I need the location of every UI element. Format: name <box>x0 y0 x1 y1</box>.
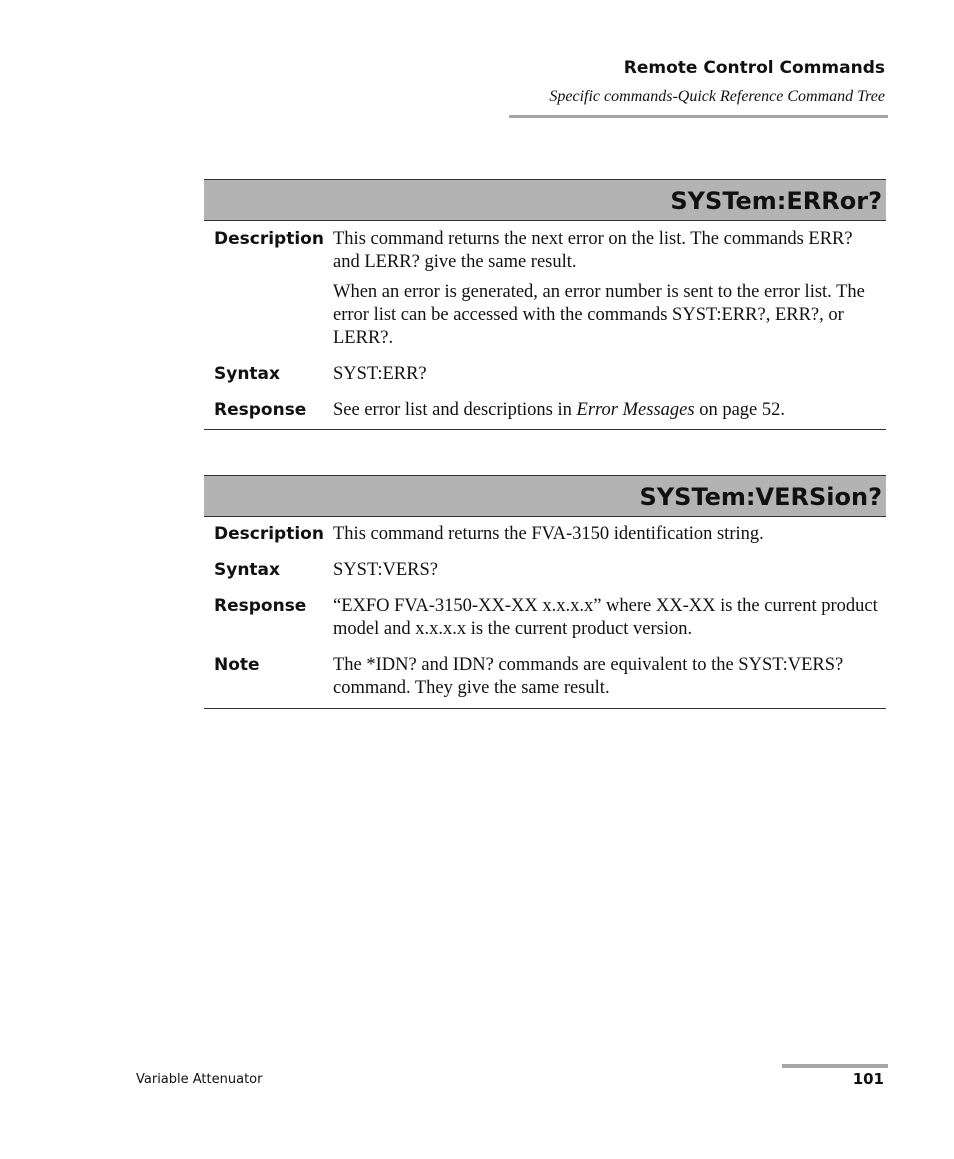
note-value: The *IDN? and IDN? commands are equivalent to the SYST:VERS? command. They give the same result. <box>333 655 844 698</box>
syntax-label: Syntax <box>214 560 280 580</box>
syntax-value: SYST:ERR? <box>333 364 427 384</box>
response-label: Response <box>214 400 307 420</box>
response-value: “EXFO FVA-3150-XX-XX x.x.x.x” where XX-XX is the current product model and x.x.x.x is the current product version. <box>333 596 878 639</box>
table-end-rule <box>204 429 886 430</box>
response-row <box>204 595 886 641</box>
page-number: 101 <box>852 1070 884 1088</box>
description-row <box>204 523 886 546</box>
description-label: Description <box>214 229 324 249</box>
syntax-label: Syntax <box>214 364 280 384</box>
error-messages-reference: Error Messages <box>576 400 695 420</box>
syntax-row <box>204 363 886 386</box>
response-text: See error list and descriptions in <box>333 400 577 420</box>
description-value: This command returns the FVA-3150 identification string. <box>333 524 764 544</box>
description-paragraph: This command returns the next error on the list. The commands ERR? and LERR? give the same result. <box>333 229 853 272</box>
syntax-value: SYST:VERS? <box>333 560 438 580</box>
description-value <box>333 228 886 350</box>
response-text: on page 52. <box>694 400 785 420</box>
command-title: SYSTem:ERRor? <box>204 179 886 221</box>
description-row <box>204 228 886 350</box>
footer-document-title: Variable Attenuator <box>136 1072 263 1087</box>
note-label: Note <box>214 655 260 675</box>
header-rule <box>509 115 888 118</box>
footer-rule <box>782 1064 888 1068</box>
command-block-syst-err <box>204 179 886 430</box>
note-row <box>204 654 886 700</box>
command-block-syst-vers <box>204 475 886 709</box>
table-end-rule <box>204 708 886 709</box>
response-value <box>333 399 886 422</box>
description-label: Description <box>214 524 324 544</box>
command-title: SYSTem:VERSion? <box>204 475 886 517</box>
running-header-subtitle: Specific commands-Quick Reference Command Tree <box>549 88 885 105</box>
syntax-row <box>204 559 886 582</box>
response-row <box>204 399 886 422</box>
response-label: Response <box>214 596 307 616</box>
description-paragraph: When an error is generated, an error number is sent to the error list. The error list can be accessed with the commands SYST:ERR?, ERR?, or LERR?. <box>333 282 865 348</box>
running-header-title: Remote Control Commands <box>623 58 885 78</box>
